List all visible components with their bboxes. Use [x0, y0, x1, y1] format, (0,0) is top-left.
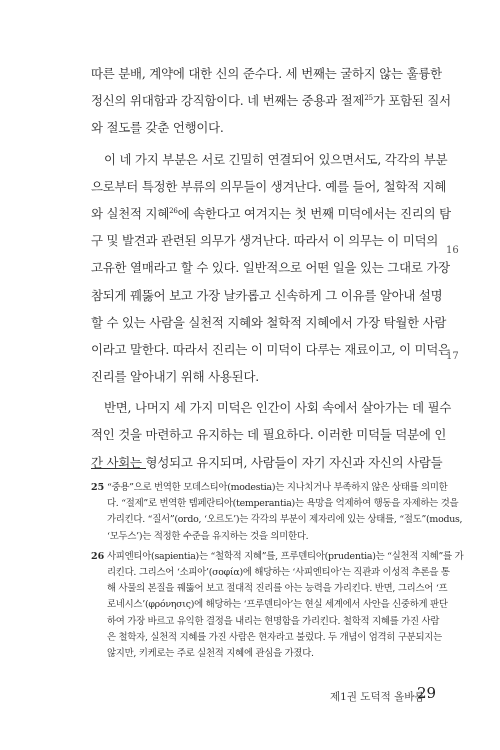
- text-line: 와 절도를 갖춘 언행이다.: [91, 120, 224, 136]
- text-line: [91, 200, 451, 227]
- text-line: 간 사회는 형성되고 유지되며, 사람들이 자기 자신과 자신의 사람들: [91, 454, 443, 470]
- text-span: 가 포함된 질서: [372, 93, 451, 109]
- footnote-line: 리킨다. 그리스어 ‘소피아’(σοφία)에 해당하는 ‘사피엔티아’는 직관과 이성적 추론을 통: [107, 566, 450, 578]
- footnote-number: 26: [91, 550, 105, 562]
- footnote-line: 사피엔티아(sapientia)는 “철학적 지혜”를, 프루덴티아(prudentia)는 “실천적 지혜”를 가: [107, 550, 464, 562]
- footnote-divider: [91, 468, 146, 469]
- footnote-line: 로네시스’(φρόνησις)에 해당하는 ‘프루덴티아’는 현실 세계에서 사안을 신중하게 판단: [107, 599, 448, 611]
- footnote-line: 은 철학자, 실천적 지혜를 가진 사람은 현자라고 불렀다. 두 개념이 엄격히 구분되지는: [107, 631, 442, 643]
- footnote-line: 해 사물의 본질을 꿰뚫어 보고 절대적 진리를 아는 능력을 가리킨다. 반면, 그리스어 ‘프: [107, 583, 448, 595]
- text-line: 이라고 말한다. 따라서 진리는 이 미덕이 다루는 재료이고, 이 미덕은: [91, 341, 450, 357]
- footnote-25: [91, 480, 463, 545]
- margin-section-number: 17: [446, 351, 459, 362]
- text-line: 진리를 알아내기 위해 사용된다.: [91, 369, 259, 385]
- footnote-line: “중용”으로 번역한 모데스티아(modestia)는 지나치거나 부족하지 않은 상태를 의미한: [107, 482, 448, 493]
- footnote-26: [91, 549, 464, 662]
- main-text: [91, 60, 452, 476]
- footnotes: [91, 480, 464, 666]
- text-line: 반면, 나머지 세 가지 미덕은 인간이 사회 속에서 살아가는 데 필수: [104, 400, 452, 416]
- text-line: 할 수 있는 사람을 실천적 지혜와 철학적 지혜에서 가장 탁월한 사람: [91, 314, 447, 330]
- text-line: 구 및 발견과 관련된 의무가 생겨난다. 따라서 이 의무는 이 미덕의: [91, 233, 439, 249]
- text-line: 참되게 꿰뚫어 보고 가장 날카롭고 신속하게 그 이유를 알아내 설명: [91, 287, 443, 303]
- text-line: 이 네 가지 부분은 서로 긴밀히 연결되어 있으면서도, 각각의 부분: [104, 151, 448, 167]
- margin-section-number: 16: [446, 245, 459, 256]
- text-span: 정신의 위대함과 강직함이다. 네 번째는 중용과 절제: [91, 93, 365, 109]
- footnote-line: 다. “절제”로 번역한 템페란티아(temperantia)는 욕망을 억제하여 행동을 자제하는 것을: [107, 498, 459, 510]
- footnote-ref-25[interactable]: 25: [364, 94, 373, 103]
- footnote-line: 않지만, 키케로는 주로 실천적 지혜에 관심을 가졌다.: [107, 647, 314, 659]
- text-line: 고유한 열매라고 할 수 있다. 일반적으로 어떤 일을 있는 그대로 가장: [91, 260, 450, 276]
- running-head: 제1권 도덕적 올바름: [330, 691, 425, 703]
- text-line: 따른 분배, 계약에 대한 신의 준수다. 세 번째는 굴하지 않는 훌륭한: [91, 66, 442, 81]
- text-span: 에 속한다고 여겨지는 첫 번째 미덕에서는 진리의 탐: [177, 205, 451, 221]
- text-line: 적인 것을 마련하고 유지하는 데 필요하다. 이러한 미덕들 덕분에 인: [91, 427, 447, 443]
- page-number: 29: [417, 684, 437, 702]
- text-span: 와 실천적 지혜: [91, 205, 170, 221]
- footnote-line: 하여 가장 바르고 유익한 결정을 내리는 현명함을 가리킨다. 철학적 지혜를 가진 사람: [107, 615, 440, 627]
- text-line: [91, 87, 451, 114]
- text-line: 으로부터 특정한 부류의 의무들이 생겨난다. 예를 들어, 철학적 지혜: [91, 178, 447, 194]
- footnote-line: 가리킨다. “질서”(ordo, ‘오르도’)는 각각의 부분이 제자리에 있는 상태를, “절도”(modus,: [107, 514, 463, 526]
- footnote-ref-26[interactable]: 26: [169, 206, 178, 215]
- footnote-line: ‘모두스’)는 적정한 수준을 유지하는 것을 의미한다.: [107, 530, 309, 542]
- footnote-number: 25: [91, 482, 105, 493]
